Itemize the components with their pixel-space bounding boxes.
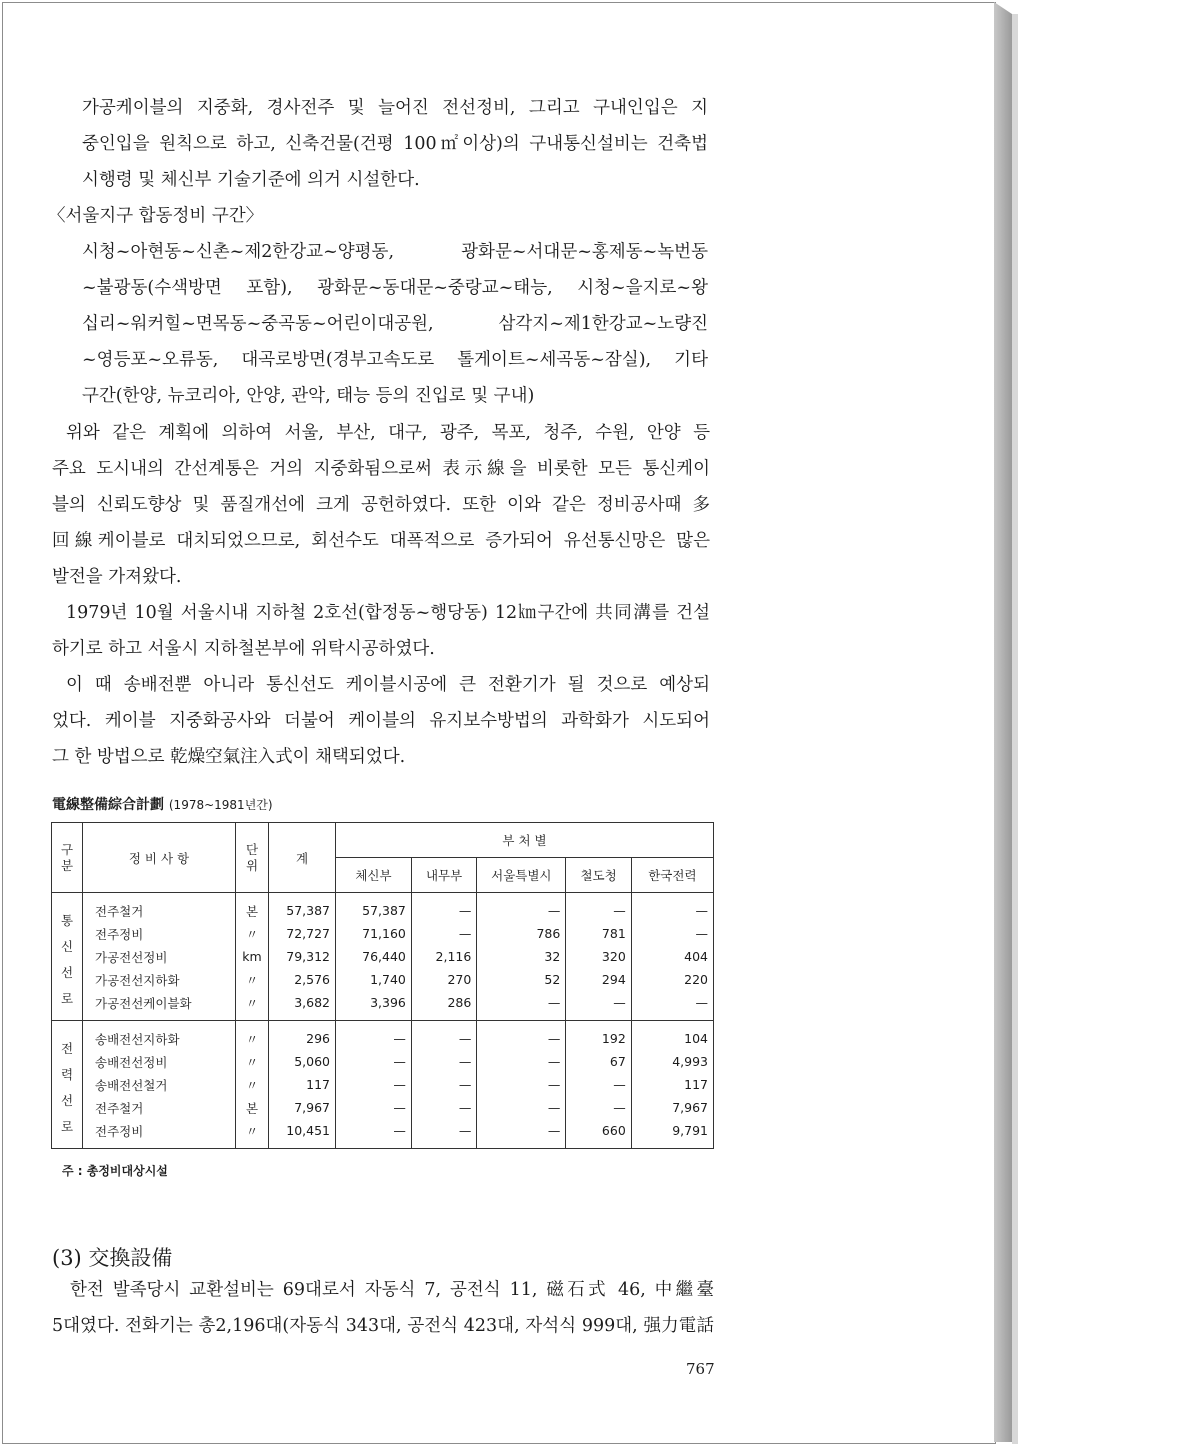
row-value: — (631, 893, 713, 923)
row-unit: 〃 (236, 1073, 269, 1096)
row-unit: 〃 (236, 1021, 269, 1051)
row-unit: 〃 (236, 922, 269, 945)
row-value: 294 (566, 968, 631, 991)
paragraph4-line-1: 이 때 송배전뿐 아니라 통신선도 케이블시공에 큰 전환기가 될 것으로 예상되 (66, 675, 710, 695)
table-row (52, 1119, 714, 1149)
plan-table (51, 822, 714, 1149)
row-item: 가공전선정비 (83, 945, 236, 968)
row-value: — (477, 1050, 566, 1073)
paragraph2-line-1: 위와 같은 계획에 의하여 서울, 부산, 대구, 광주, 목포, 청주, 수원, 안양 등 (66, 423, 710, 443)
row-item: 송배전선정비 (83, 1050, 236, 1073)
header-dept-group: 부 처 별 (336, 823, 714, 858)
table-row (52, 945, 714, 968)
row-value: — (477, 1096, 566, 1119)
row-value: 781 (566, 922, 631, 945)
row-total: 7,967 (269, 1096, 336, 1119)
header-dept-1: 체신부 (336, 858, 412, 893)
row-total: 296 (269, 1021, 336, 1051)
row-total: 79,312 (269, 945, 336, 968)
header-item: 정 비 사 항 (83, 823, 236, 893)
row-unit: 〃 (236, 1050, 269, 1073)
row-value: — (411, 893, 476, 923)
row-value: 57,387 (336, 893, 412, 923)
table-period: (1978~1981년간) (168, 798, 273, 812)
row-value: 220 (631, 968, 713, 991)
row-unit: 본 (236, 1096, 269, 1119)
row-value: — (566, 1073, 631, 1096)
section-line-1: 시청~아현동~신촌~제2한강교~양평동, 광화문~서대문~홍제동~녹번동 (82, 242, 708, 262)
row-total: 2,576 (269, 968, 336, 991)
section-line-4: ~영등포~오류동, 대곡로방면(경부고속도로 톨게이트~세곡동~잠실), 기타 (82, 350, 708, 370)
row-value: — (336, 1050, 412, 1073)
row-total: 10,451 (269, 1119, 336, 1149)
row-value: — (477, 991, 566, 1021)
row-value: — (566, 1096, 631, 1119)
row-total: 57,387 (269, 893, 336, 923)
header-dept-3: 서울특별시 (477, 858, 566, 893)
table-caption (52, 794, 273, 814)
paragraph2-line-3: 블의 신뢰도향상 및 품질개선에 크게 공헌하였다. 또한 이와 같은 정비공사때 多 (52, 495, 710, 515)
row-total: 3,682 (269, 991, 336, 1021)
paragraph2-line-4: 回線케이블로 대치되었으므로, 회선수도 대폭적으로 증가되어 유선통신망은 많은 (52, 531, 710, 551)
header-dept-5: 한국전력 (631, 858, 713, 893)
row-value: — (336, 1119, 412, 1149)
row-item: 전주정비 (83, 922, 236, 945)
group-telecom (52, 893, 714, 1021)
row-value: 4,993 (631, 1050, 713, 1073)
row-value: 2,116 (411, 945, 476, 968)
row-unit: 〃 (236, 968, 269, 991)
row-unit: 본 (236, 893, 269, 923)
row-total: 72,727 (269, 922, 336, 945)
paragraph2-line-5: 발전을 가져왔다. (52, 567, 182, 587)
group-label: 전력선로 (52, 1021, 83, 1149)
row-item: 전주철거 (83, 1096, 236, 1119)
header-total: 계 (269, 823, 336, 893)
row-value: 404 (631, 945, 713, 968)
row-value: — (411, 1050, 476, 1073)
section-line-3: 십리~워커힐~면목동~중곡동~어린이대공원, 삼각지~제1한강교~노량진 (82, 314, 708, 334)
paragraph5-line-2: 5대였다. 전화기는 총2,196대(자동식 343대, 공전식 423대, 자석식 999대, 强力電話 (52, 1316, 714, 1336)
row-item: 송배전선지하화 (83, 1021, 236, 1051)
row-total: 5,060 (269, 1050, 336, 1073)
table-note: 주 : 총정비대상시설 (62, 1164, 168, 1178)
header-group: 구분 (52, 823, 83, 893)
section-line-2: ~불광동(수색방면 포함), 광화문~동대문~중랑교~태능, 시청~을지로~왕 (82, 278, 708, 298)
group-power (52, 1021, 714, 1149)
table-row (52, 893, 714, 923)
table-row (52, 991, 714, 1021)
header-dept-2: 내무부 (411, 858, 476, 893)
paragraph1-line-1: 가공케이블의 지중화, 경사전주 및 늘어진 전선정비, 그리고 구내인입은 지 (82, 98, 708, 118)
page-edge (994, 2, 1012, 1442)
row-value: 7,967 (631, 1096, 713, 1119)
table-row (52, 922, 714, 945)
row-value: 660 (566, 1119, 631, 1149)
row-value: 32 (477, 945, 566, 968)
row-value: 286 (411, 991, 476, 1021)
row-value: — (336, 1021, 412, 1051)
paragraph4-line-3: 그 한 방법으로 乾燥空氣注入式이 채택되었다. (52, 747, 406, 767)
row-value: 76,440 (336, 945, 412, 968)
row-value: 1,740 (336, 968, 412, 991)
row-value: — (411, 1073, 476, 1096)
page-number: 767 (686, 1360, 715, 1378)
row-value: — (411, 1096, 476, 1119)
row-value: 3,396 (336, 991, 412, 1021)
paragraph2-line-2: 주요 도시내의 간선계통은 거의 지중화됨으로써 表示線을 비롯한 모든 통신케이 (52, 459, 710, 479)
row-item: 송배전선철거 (83, 1073, 236, 1096)
row-value: — (411, 1021, 476, 1051)
row-value: 192 (566, 1021, 631, 1051)
row-value: — (477, 1073, 566, 1096)
paragraph3-line-1: 1979년 10월 서울시내 지하철 2호선(합정동~행당동) 12㎞구간에 共同溝를 건설 (66, 603, 710, 623)
table-row (52, 1021, 714, 1051)
section-line-5: 구간(한양, 뉴코리아, 안양, 관악, 태능 등의 진입로 및 구내) (82, 386, 535, 406)
table-row (52, 968, 714, 991)
header-dept-4: 철도청 (566, 858, 631, 893)
group-label: 통신선로 (52, 893, 83, 1021)
row-item: 전주철거 (83, 893, 236, 923)
header-unit: 단위 (236, 823, 269, 893)
row-item: 가공전선케이블화 (83, 991, 236, 1021)
row-value: — (477, 1021, 566, 1051)
row-value: 117 (631, 1073, 713, 1096)
row-value: — (336, 1096, 412, 1119)
row-value: 104 (631, 1021, 713, 1051)
row-total: 117 (269, 1073, 336, 1096)
table-row (52, 1096, 714, 1119)
table-row (52, 1073, 714, 1096)
row-value: — (631, 991, 713, 1021)
row-item: 가공전선지하화 (83, 968, 236, 991)
row-value: 52 (477, 968, 566, 991)
row-value: — (477, 893, 566, 923)
row-value: — (631, 922, 713, 945)
row-value: 320 (566, 945, 631, 968)
row-unit: 〃 (236, 1119, 269, 1149)
row-unit: 〃 (236, 991, 269, 1021)
row-value: — (411, 922, 476, 945)
row-value: — (336, 1073, 412, 1096)
row-value: 67 (566, 1050, 631, 1073)
table-title: 電線整備綜合計劃 (52, 797, 164, 813)
row-value: 786 (477, 922, 566, 945)
paragraph3-line-2: 하기로 하고 서울시 지하철본부에 위탁시공하였다. (52, 639, 435, 659)
paragraph1-line-3: 시행령 및 체신부 기술기준에 의거 시설한다. (82, 170, 420, 190)
row-value: — (566, 893, 631, 923)
row-item: 전주정비 (83, 1119, 236, 1149)
row-value: 270 (411, 968, 476, 991)
table-row (52, 1050, 714, 1073)
row-value: — (411, 1119, 476, 1149)
subsection-title: (3) 交換設備 (52, 1246, 173, 1270)
section-heading: 〈서울지구 합동정비 구간〉 (48, 206, 264, 226)
paragraph4-line-2: 었다. 케이블 지중화공사와 더불어 케이블의 유지보수방법의 과학화가 시도되어 (52, 711, 710, 731)
row-unit: km (236, 945, 269, 968)
row-value: — (477, 1119, 566, 1149)
paragraph5-line-1: 한전 발족당시 교환설비는 69대로서 자동식 7, 공전식 11, 磁石式 46, 中繼臺 (70, 1280, 714, 1300)
page-shadow (1012, 14, 1018, 1444)
row-value: 9,791 (631, 1119, 713, 1149)
paragraph1-line-2: 중인입을 원칙으로 하고, 신축건물(건평 100㎡이상)의 구내통신설비는 건축법 (82, 134, 708, 154)
row-value: 71,160 (336, 922, 412, 945)
row-value: — (566, 991, 631, 1021)
